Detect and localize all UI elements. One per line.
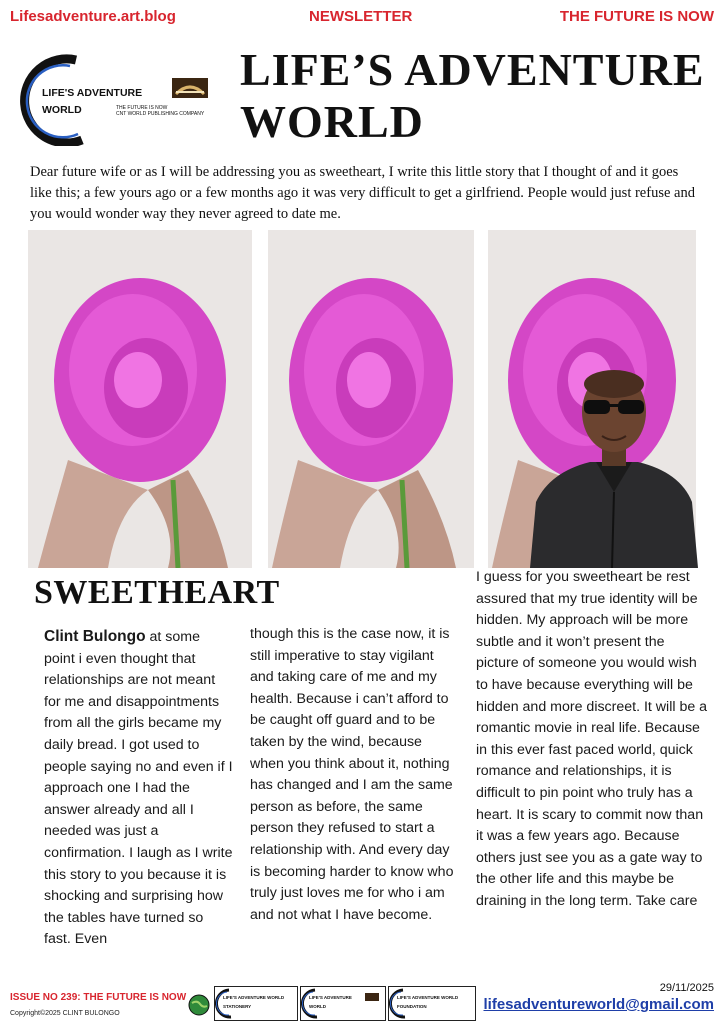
header-tagline: THE FUTURE IS NOW bbox=[559, 8, 714, 25]
author-name: Clint Bulongo bbox=[44, 628, 146, 645]
logo-sub2: CNT WORLD PUBLISHING COMPANY bbox=[116, 111, 205, 117]
logo-text-line2: WORLD bbox=[42, 104, 82, 116]
footer-logo3-title: LIFE'S ADVENTURE WORLD bbox=[397, 995, 459, 1000]
footer-logo-world bbox=[300, 986, 386, 1021]
author-portrait bbox=[530, 362, 698, 568]
copyright: Copyright©2025 CLINT BULONGO bbox=[10, 1010, 120, 1017]
newsletter-label: NEWSLETTER bbox=[309, 8, 413, 25]
article-column-2: though this is the case now, it is still imperative to stay vigilant and taking care of me and my health. Because i can’t afford to be caught off guard and to be taken by the wind, because when you think about it, nothing has changed and I am the same person as before, the same person they refused to start a relationship with. And every day is becoming harder to know who truly just loves me for who i am and not what I have become. bbox=[250, 626, 454, 923]
footer-logo-stationery bbox=[214, 986, 298, 1021]
article-heading: SWEETHEART bbox=[34, 574, 280, 611]
flower-photo-2 bbox=[268, 230, 474, 568]
globe-icon bbox=[188, 994, 210, 1016]
brand-logo bbox=[20, 54, 216, 146]
footer-logo2-sub: WORLD bbox=[309, 1004, 326, 1009]
issue-number: ISSUE NO 239: THE FUTURE IS NOW bbox=[10, 992, 187, 1003]
flower-photo-1 bbox=[28, 230, 252, 568]
footer-logo1-title: LIFE'S ADVENTURE WORLD bbox=[223, 995, 285, 1000]
footer-logo1-sub: STATIONERY bbox=[223, 1004, 252, 1009]
intro-paragraph: Dear future wife or as I will be addressing you as sweetheart, I write this little story that I thought of and it goes like this; a few yours ago or a few months ago it was very difficult to get a girlfriend. People would just refuse and you would wonder way they never agreed to date me. bbox=[30, 164, 695, 222]
contact-email-link[interactable]: lifesadventureworld@gmail.com bbox=[483, 996, 714, 1013]
article-column-1 bbox=[44, 626, 234, 951]
masthead-title bbox=[240, 44, 705, 148]
footer-logo3-sub: FOUNDATION bbox=[397, 1004, 427, 1009]
masthead-line1: LIFE’S ADVENTURE bbox=[240, 44, 705, 95]
footer-logo2-title: LIFE'S ADVENTURE bbox=[309, 995, 352, 1000]
logo-text-line1: LIFE'S ADVENTURE bbox=[42, 87, 143, 99]
masthead-line2: WORLD bbox=[240, 96, 424, 147]
article-column-3: I guess for you sweetheart be rest assured that my true identity will be hidden. My approach will be more subtle and it won’t present the picture of someone you would wish to have because everything will be hidden and more discreet. It will be a romantic movie in real life. Because in this ever fast paced world, quick romance and relationships, it is difficult to pin point who truly has a heart. It is scary to commit now than it was a few years ago. Because others just see you as a gate way to the other life and this maybe be draining in the long term. Take care bbox=[476, 569, 708, 909]
issue-date: 29/11/2025 bbox=[659, 982, 714, 994]
column-1-text: at some point i even thought that relationships are not meant for me and disappointments from all the girls became my daily bread. I got used to people saying no and even if I approach one I had the answer already and all I needed was just a confirmation. I laugh as I write this story to you because it is shocking and surprising how the tables have turned so fast. Even bbox=[44, 629, 233, 948]
logo-sub1: THE FUTURE IS NOW bbox=[116, 105, 168, 111]
site-name[interactable]: Lifesadventure.art.blog bbox=[10, 8, 176, 25]
footer-logo-foundation bbox=[388, 986, 476, 1021]
